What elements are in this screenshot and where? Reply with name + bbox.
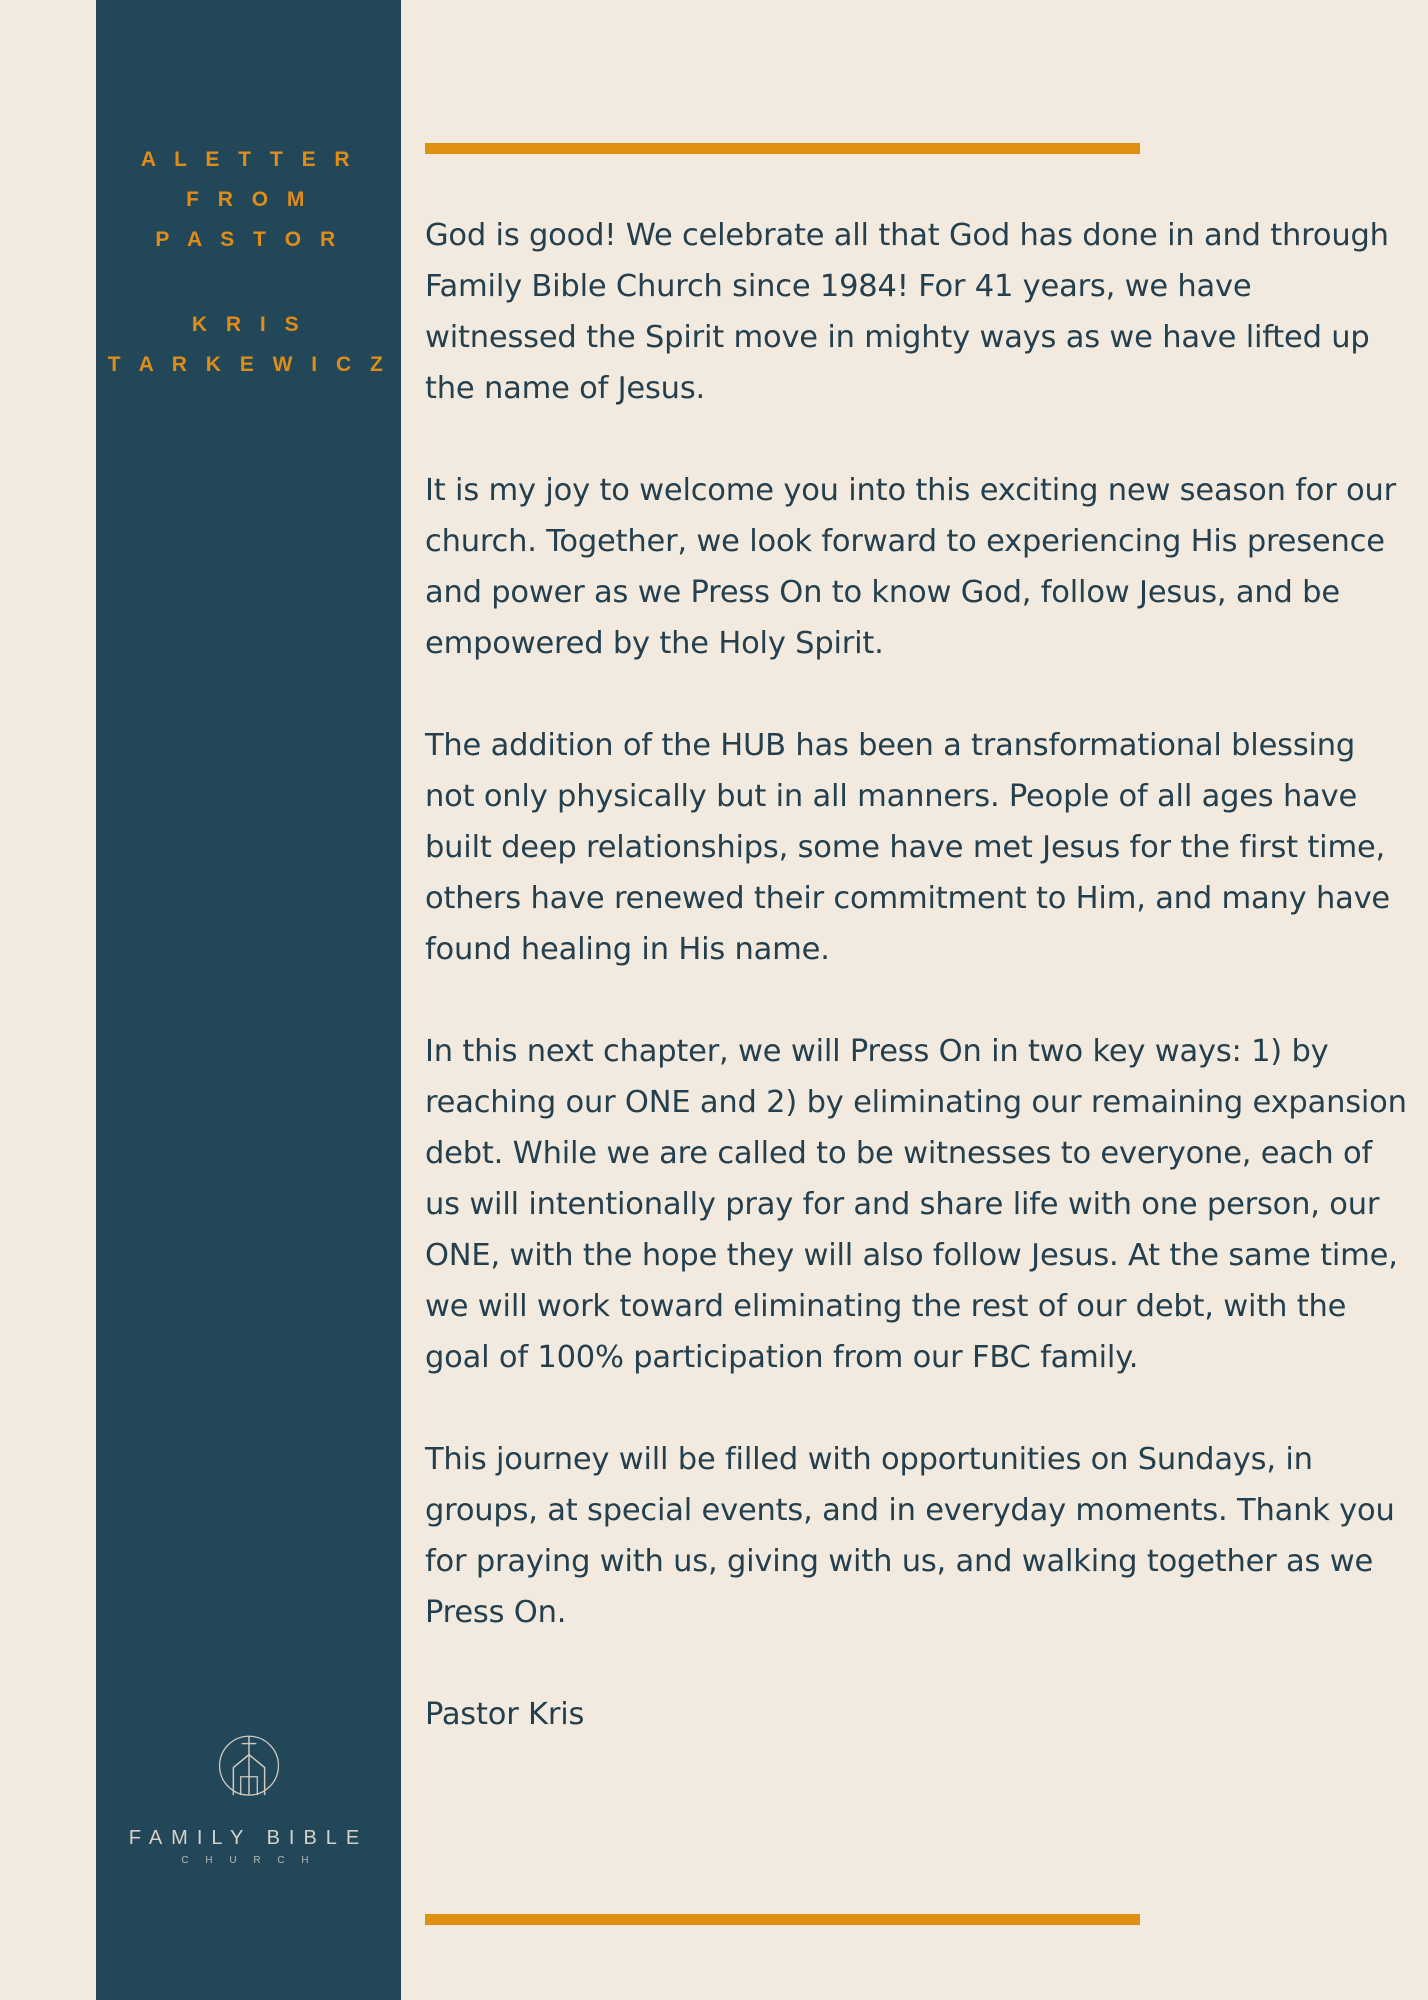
church-logo-subtitle: C H U R C H: [181, 1855, 316, 1866]
letter-paragraph-1: God is good! We celebrate all that God has done in and through Family Bible Church since 1984! For 41 years, we have witnessed the Spirit move in mighty ways as we have lifted up the name of Jesus.: [425, 218, 1389, 406]
sidebar-heading-line-1: A L E T T E R: [140, 148, 357, 171]
letter-text: [425, 210, 1410, 1740]
church-logo-name: FAMILY BIBLE: [128, 1827, 369, 1849]
sidebar-heading: [96, 140, 401, 260]
letter-paragraph-2: It is my joy to welcome you into this exciting new season for our church. Together, we look forward to experiencing His presence and power as we Press On to know God, follow Jesus, and be empowered by the Holy Spirit.: [425, 473, 1396, 661]
pastor-first-name: K R I S: [191, 313, 306, 336]
pastor-name: [96, 305, 401, 385]
sidebar-heading-line-3: P A S T O R: [155, 228, 342, 251]
letter-paragraph-5: This journey will be filled with opportunities on Sundays, in groups, at special events, and in everyday moments. Thank you for praying with us, giving with us, and walking together as we Press On.: [425, 1442, 1395, 1630]
church-logo: [96, 1716, 401, 1870]
top-divider-rule: [425, 143, 1140, 154]
church-monogram-icon: [203, 1716, 295, 1808]
letter-signature: Pastor Kris: [425, 1697, 585, 1732]
letter-paragraph-3: The addition of the HUB has been a transformational blessing not only physically but in all manners. People of all ages have built deep relationships, some have met Jesus for the first time, others have renewed their commitment to Him, and many have found healing in His name.: [425, 728, 1390, 967]
bottom-divider-rule: [425, 1914, 1140, 1925]
sidebar: [96, 0, 401, 2000]
letter-paragraph-4: In this next chapter, we will Press On in two key ways: 1) by reaching our ONE and 2) by eliminating our remaining expansion debt. While we are called to be witnesses to everyone, each of us will intentionally pray for and share life with one person, our ONE, with the hope they will also follow Jesus. At the same time, we will work toward eliminating the rest of our debt, with the goal of 100% participation from our FBC family.: [425, 1034, 1407, 1375]
sidebar-heading-line-2: F R O M: [186, 188, 311, 211]
letter-body: [425, 0, 1428, 2000]
pastor-last-name: T A R K E W I C Z: [107, 353, 390, 376]
